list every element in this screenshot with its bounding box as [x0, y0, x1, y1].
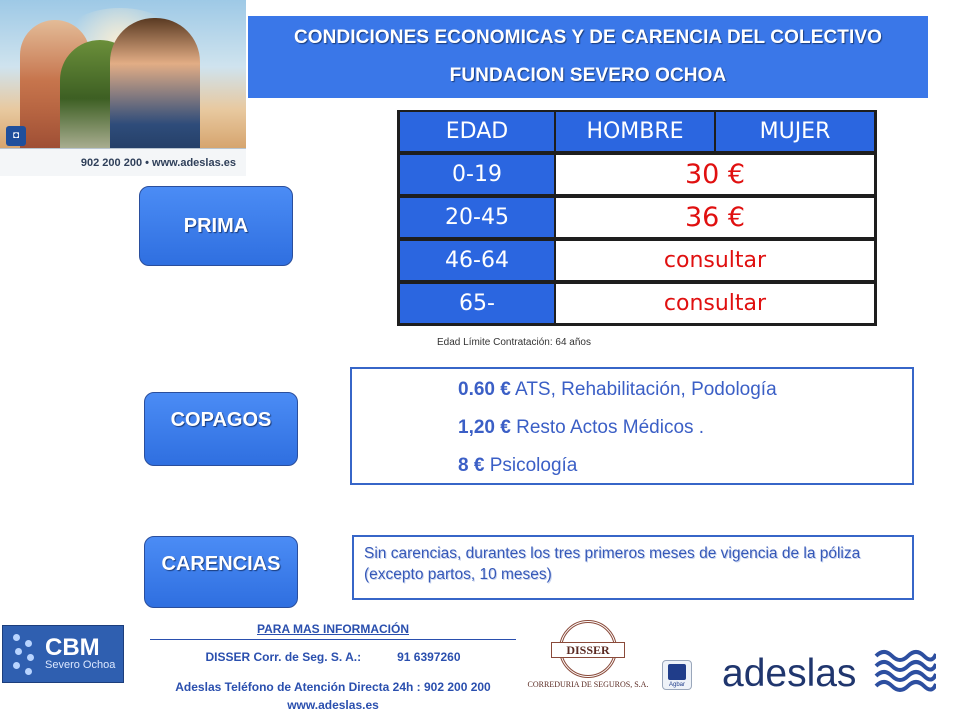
disser-logo [523, 618, 653, 692]
copago-item [458, 379, 777, 401]
copago-item [458, 455, 577, 477]
cbm-name: CBM [45, 634, 100, 661]
title-banner [248, 16, 928, 98]
price-cell: consultar [556, 241, 874, 280]
copagos-label [144, 392, 298, 466]
broker-name: DISSER Corr. de Seg. S. A.: [205, 650, 362, 664]
agbar-icon [668, 664, 686, 680]
copagos-label-text: COPAGOS [170, 409, 272, 431]
agbar-small-icon: ◘ [6, 126, 26, 146]
price-cell: 36 € [556, 198, 874, 237]
title-line-1: CONDICIONES ECONOMICAS Y DE CARENCIA DEL COLECTIVO [293, 27, 883, 48]
age-cell: 46-64 [400, 241, 554, 280]
website-link[interactable]: www.adeslas.es [287, 698, 379, 712]
table-row [397, 282, 877, 325]
carencias-text: Sin carencias, durantes los tres primeros meses de vigencia de la póliza (excepto partos, 10 meses) [364, 545, 861, 583]
contact-info [150, 622, 516, 712]
table-row [397, 196, 877, 239]
broker-phone: 91 6397260 [397, 650, 461, 664]
disser-sub: CORREDURIA DE SEGUROS, S.A. [527, 680, 649, 689]
carencias-label [144, 536, 298, 608]
age-limit-note: Edad Límite Contratación: 64 años [437, 337, 591, 348]
header-photo [0, 0, 246, 176]
price-cell: 30 € [556, 155, 874, 194]
age-cell: 0-19 [400, 155, 554, 194]
title-line-2: FUNDACION SEVERO OCHOA [449, 65, 727, 86]
agbar-logo [662, 660, 692, 690]
header-cell-edad: EDAD [400, 112, 554, 151]
adeslas-phone: Adeslas Teléfono de Atención Directa 24h : 902 200 200 [175, 680, 491, 694]
copagos-box [350, 367, 914, 485]
copago-amount: 0.60 € [458, 379, 511, 400]
price-cell: consultar [556, 284, 874, 323]
prima-label-text: PRIMA [183, 215, 249, 237]
copago-desc: Resto Actos Médicos . [510, 417, 705, 438]
copago-amount: 8 € [458, 455, 485, 476]
agbar-text: Agbar [668, 682, 685, 688]
adeslas-logo-text: adeslas [722, 652, 857, 695]
photo-contact-text: 902 200 200 • www.adeslas.es [80, 156, 236, 169]
copago-item [458, 417, 704, 439]
header-cell-mujer: MUJER [716, 112, 874, 151]
dna-icon [11, 632, 37, 676]
adeslas-waves-icon [872, 646, 936, 696]
cbm-logo [2, 625, 124, 683]
info-heading: PARA MAS INFORMACIÓN [150, 622, 516, 640]
broker-row [150, 650, 516, 664]
age-cell: 20-45 [400, 198, 554, 237]
age-cell: 65- [400, 284, 554, 323]
carencias-label-text: CARENCIAS [161, 553, 281, 575]
prima-label [139, 186, 293, 266]
photo-contact-strip [0, 148, 246, 176]
header-cell-hombre: HOMBRE [556, 112, 714, 151]
table-row [397, 239, 877, 282]
copago-amount: 1,20 € [458, 417, 511, 438]
copago-desc: Psicología [484, 455, 578, 476]
copago-desc: ATS, Rehabilitación, Podología [510, 379, 777, 400]
cbm-sub: Severo Ochoa [45, 659, 116, 671]
carencias-box [352, 535, 914, 600]
price-table-header [397, 110, 877, 153]
disser-word: DISSER [551, 642, 625, 658]
table-row [397, 153, 877, 196]
price-table [397, 110, 877, 326]
